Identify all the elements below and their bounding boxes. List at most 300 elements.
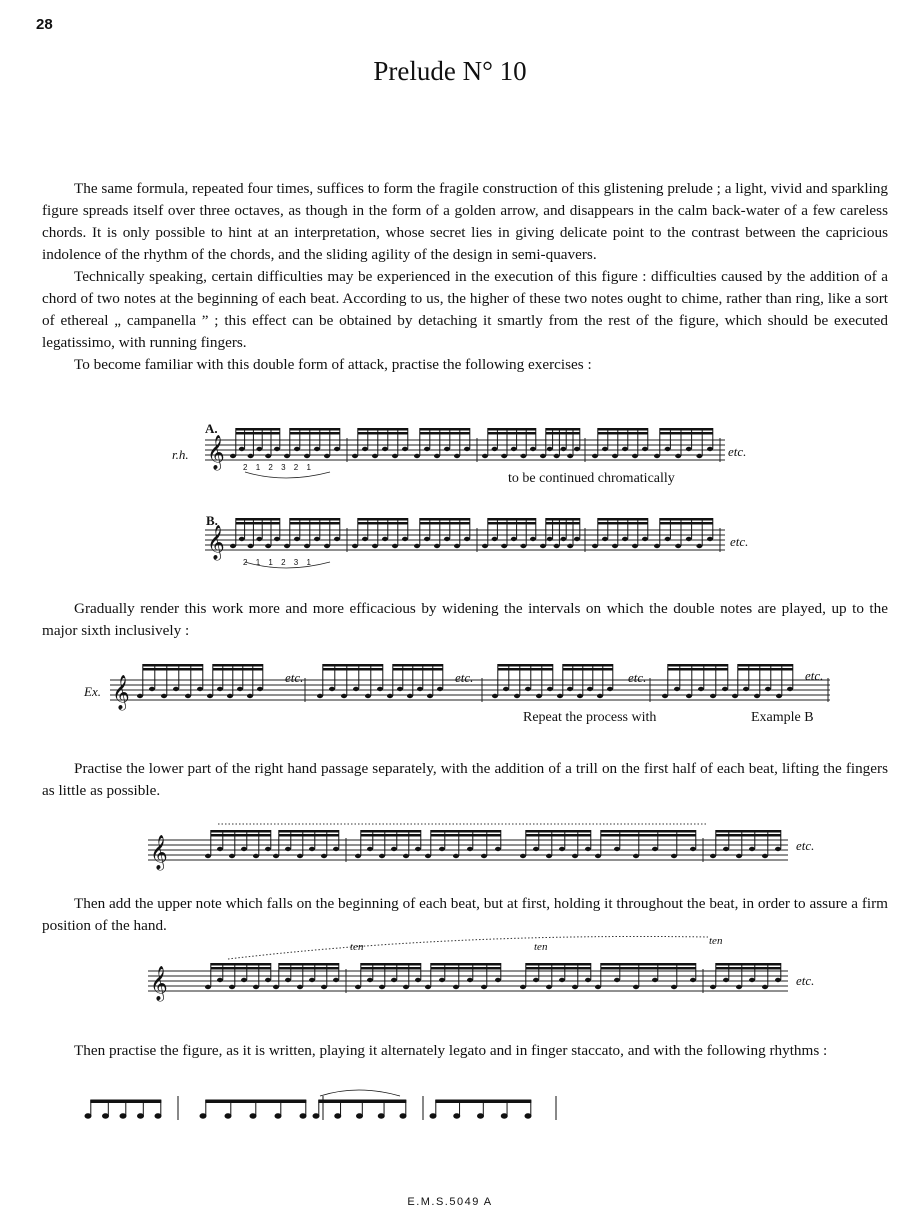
- example-ex-notehead: [417, 687, 423, 691]
- trill-example-notehead: [633, 854, 639, 858]
- example-ex-notehead: [217, 687, 223, 691]
- ex-caption-left: Repeat the process with: [523, 710, 657, 725]
- example-b-notehead: [334, 537, 340, 541]
- held-example-beam: [211, 967, 271, 970]
- trill-example-beam: [601, 834, 696, 837]
- trill-example-beam: [526, 830, 591, 833]
- rhythm-notehead: [103, 1114, 109, 1118]
- example-ex-notehead: [185, 694, 191, 698]
- held-example-notehead: [533, 978, 539, 982]
- held-example-beam: [526, 967, 591, 970]
- example-b-notehead: [501, 544, 507, 548]
- example-a-beam: [660, 428, 713, 431]
- held-example-notehead: [205, 985, 211, 989]
- example-ex-notehead: [732, 694, 738, 698]
- example-a-notehead: [560, 447, 566, 451]
- example-a-beam: [358, 428, 408, 431]
- trill-example-clef: 𝄞: [150, 835, 168, 870]
- text-block-2: [42, 598, 888, 642]
- example-a-notehead: [675, 454, 681, 458]
- held-staff: [148, 935, 798, 1005]
- example-ex-clef: 𝄞: [112, 675, 130, 710]
- example-a-notehead: [547, 447, 553, 451]
- example-ex-notehead: [577, 694, 583, 698]
- trill-example-beam: [716, 834, 781, 837]
- example-ex-notehead: [674, 687, 680, 691]
- example-a-notehead: [642, 447, 648, 451]
- example-b-notehead: [560, 537, 566, 541]
- example-b-beam: [598, 518, 648, 521]
- example-a-notehead: [372, 454, 378, 458]
- example-a-beam: [420, 428, 470, 431]
- ex-label: Ex.: [84, 684, 101, 699]
- ex-etc-4: etc.: [805, 668, 824, 683]
- example-ex-notehead: [437, 687, 443, 691]
- example-b-notehead: [362, 537, 368, 541]
- held-example-notehead: [723, 978, 729, 982]
- example-ex-notehead: [547, 687, 553, 691]
- rhythm-notehead: [275, 1114, 281, 1118]
- held-example-notehead: [762, 985, 768, 989]
- trill-example-notehead: [710, 854, 716, 858]
- held-example-beam: [601, 963, 696, 966]
- trill-example-notehead: [775, 847, 781, 851]
- example-ex-beam: [393, 664, 443, 667]
- intro-text: [42, 178, 888, 376]
- example-b-notehead: [464, 537, 470, 541]
- held-example-notehead: [585, 978, 591, 982]
- example-ex-beam: [563, 664, 613, 667]
- example-b-notehead: [567, 544, 573, 548]
- example-ex-notehead: [754, 694, 760, 698]
- example-ex-notehead: [387, 694, 393, 698]
- example-b-notehead: [654, 544, 660, 548]
- example-a-notehead: [392, 454, 398, 458]
- text-block-4: [42, 893, 888, 937]
- example-b-notehead: [622, 537, 628, 541]
- example-a-notehead: [492, 447, 498, 451]
- example-a-beam: [488, 428, 536, 431]
- paragraph-1: The same formula, repeated four times, suffices to form the fragile construction of this glistening prelude ; a light, vivid and sparkling figure spreads itself over three octaves, as though in the form of a golden arrow, and disappears in the calm back-water of a few careless chords. It is only possible to hint at an interpretation, whose secret lies in giving delicate point to the contrast between the capricious indolence of the rhythm of the chords, and the sliding agility of the design in semi-quavers.: [42, 180, 888, 263]
- rhythm-notehead: [155, 1114, 161, 1118]
- example-b-notehead: [314, 537, 320, 541]
- ex-etc-3: etc.: [628, 670, 647, 685]
- example-a-notehead: [464, 447, 470, 451]
- example-b-notehead: [454, 544, 460, 548]
- trill-example-notehead: [671, 854, 677, 858]
- example-b-notehead: [612, 544, 618, 548]
- example-b-beam: [420, 518, 470, 521]
- example-ex-beam: [498, 668, 553, 671]
- example-b-notehead: [352, 544, 358, 548]
- held-example-notehead: [333, 978, 339, 982]
- example-a-beam: [488, 432, 536, 435]
- example-b-notehead: [372, 544, 378, 548]
- held-example-notehead: [273, 985, 279, 989]
- held-example-beam: [279, 963, 339, 966]
- example-a-notehead: [352, 454, 358, 458]
- example-ex-notehead: [317, 694, 323, 698]
- paragraph-7: Then practise the figure, as it is written, playing it alternately legato and in finger staccato, and with the following rhythms :: [74, 1042, 828, 1059]
- example-a-notehead: [334, 447, 340, 451]
- trill-example-notehead: [762, 854, 768, 858]
- example-ex-notehead: [607, 687, 613, 691]
- page-number: 28: [36, 16, 53, 33]
- example-ex-notehead: [329, 687, 335, 691]
- trill-example-beam: [716, 830, 781, 833]
- held-example-notehead: [285, 978, 291, 982]
- example-a-notehead: [632, 454, 638, 458]
- example-a-notehead: [274, 447, 280, 451]
- example-ex-notehead: [567, 687, 573, 691]
- ex-staff: [110, 652, 840, 712]
- trill-example-notehead: [205, 854, 211, 858]
- example-a-notehead: [612, 454, 618, 458]
- trill-example-notehead: [355, 854, 361, 858]
- trill-example-notehead: [333, 847, 339, 851]
- example-a-notehead: [520, 454, 526, 458]
- trill-example-notehead: [367, 847, 373, 851]
- trill-example-notehead: [495, 847, 501, 851]
- example-b-notehead: [574, 537, 580, 541]
- example-b-notehead: [530, 537, 536, 541]
- example-a-notehead: [567, 454, 573, 458]
- trill-example-notehead: [439, 847, 445, 851]
- trill-staff: [148, 818, 798, 878]
- example-b-beam: [660, 522, 713, 525]
- catalog-footer: E.M.S.5049 A: [407, 1196, 493, 1208]
- trill-example-beam: [526, 834, 591, 837]
- trill-example-notehead: [546, 854, 552, 858]
- example-b-notehead: [304, 544, 310, 548]
- held-example-notehead: [614, 978, 620, 982]
- example-b-notehead: [274, 537, 280, 541]
- held-example-notehead: [652, 978, 658, 982]
- trill-example-notehead: [520, 854, 526, 858]
- rhythm-notehead: [120, 1114, 126, 1118]
- example-b-notehead: [520, 544, 526, 548]
- trill-example-notehead: [652, 847, 658, 851]
- rhythm-notehead: [313, 1114, 319, 1118]
- example-ex-notehead: [686, 694, 692, 698]
- trill-example-beam: [279, 834, 339, 837]
- example-a-notehead: [314, 447, 320, 451]
- example-b-notehead: [256, 537, 262, 541]
- example-b-beam: [236, 518, 280, 521]
- held-example-notehead: [403, 985, 409, 989]
- trill-example-notehead: [321, 854, 327, 858]
- rhythm-beam: [319, 1100, 406, 1103]
- example-b-beam: [546, 518, 580, 521]
- example-b-notehead: [540, 544, 546, 548]
- rhythm-slur: [320, 1090, 400, 1096]
- trill-etc: etc.: [796, 838, 815, 853]
- example-a-beam: [358, 432, 408, 435]
- example-a-beam: [660, 432, 713, 435]
- example-ex-beam: [213, 668, 263, 671]
- example-ex-beam: [738, 664, 793, 667]
- held-example-notehead: [253, 985, 259, 989]
- held-example-beam: [716, 963, 781, 966]
- example-b-notehead: [686, 537, 692, 541]
- held-example-notehead: [671, 985, 677, 989]
- example-ex-notehead: [207, 694, 213, 698]
- example-a-beam: [236, 432, 280, 435]
- held-example-notehead: [453, 985, 459, 989]
- trill-example-beam: [431, 834, 501, 837]
- example-a-notehead: [424, 447, 430, 451]
- example-a-notehead: [239, 447, 245, 451]
- example-ex-notehead: [587, 687, 593, 691]
- example-b-beam: [660, 518, 713, 521]
- trill-example-notehead: [285, 847, 291, 851]
- paragraph-6: Then add the upper note which falls on the beginning of each beat, but at first, holding it throughout the beat, in order to assure a firm position of the hand.: [42, 895, 888, 934]
- example-ex-notehead: [197, 687, 203, 691]
- rhythm-notehead: [85, 1114, 91, 1118]
- example-b-notehead: [675, 544, 681, 548]
- example-ex-notehead: [557, 694, 563, 698]
- example-a-notehead: [434, 454, 440, 458]
- held-example-notehead: [297, 985, 303, 989]
- example-b-clef: 𝄞: [207, 525, 225, 560]
- example-a-beam: [546, 432, 580, 435]
- trill-example-notehead: [723, 847, 729, 851]
- example-ex-notehead: [722, 687, 728, 691]
- example-b-notehead: [239, 537, 245, 541]
- held-example-notehead: [391, 978, 397, 982]
- trill-example-notehead: [265, 847, 271, 851]
- held-example-notehead: [775, 978, 781, 982]
- trill-example-notehead: [572, 854, 578, 858]
- trill-example-notehead: [690, 847, 696, 851]
- trill-example-notehead: [241, 847, 247, 851]
- trill-example-notehead: [453, 854, 459, 858]
- text-block-3: [42, 758, 888, 802]
- example-ex-notehead: [787, 687, 793, 691]
- example-a-notehead: [665, 447, 671, 451]
- rhythm-notehead: [138, 1114, 144, 1118]
- held-example-beam: [211, 963, 271, 966]
- example-ex-notehead: [514, 694, 520, 698]
- example-ex-beam: [563, 668, 613, 671]
- example-a-notehead: [362, 447, 368, 451]
- trill-example-beam: [431, 830, 501, 833]
- held-example-beam: [361, 963, 421, 966]
- example-ex-notehead: [353, 687, 359, 691]
- example-a-notehead: [294, 447, 300, 451]
- example-b-notehead: [642, 537, 648, 541]
- example-ex-notehead: [765, 687, 771, 691]
- example-b-notehead: [392, 544, 398, 548]
- example-b-beam: [290, 522, 340, 525]
- trill-example-notehead: [749, 847, 755, 851]
- example-ex-notehead: [377, 687, 383, 691]
- example-a-notehead: [501, 454, 507, 458]
- example-a-beam: [290, 428, 340, 431]
- example-ex-notehead: [536, 694, 542, 698]
- example-a-notehead: [592, 454, 598, 458]
- example-b-fingering: 2 1 1 2 3 1: [243, 558, 311, 567]
- held-example-notehead: [321, 985, 327, 989]
- example-b-beam: [358, 522, 408, 525]
- paragraph-5: Practise the lower part of the right hand passage separately, with the addition of a trill on the first half of each beat, lifting the fingers as little as possible.: [42, 760, 888, 799]
- example-ex-notehead: [227, 694, 233, 698]
- held-example-notehead: [520, 985, 526, 989]
- example-ex-notehead: [597, 694, 603, 698]
- held-example-clef: 𝄞: [150, 966, 168, 1001]
- example-ex-notehead: [776, 694, 782, 698]
- trill-example-notehead: [273, 854, 279, 858]
- example-b-beam: [598, 522, 648, 525]
- example-a-notehead: [554, 454, 560, 458]
- trill-example-notehead: [595, 854, 601, 858]
- example-a-notehead: [248, 454, 254, 458]
- trill-example-notehead: [533, 847, 539, 851]
- held-example-beam: [526, 963, 591, 966]
- example-a-notehead: [574, 447, 580, 451]
- rhythm-beam: [206, 1100, 306, 1103]
- example-a-notehead: [284, 454, 290, 458]
- held-example-beam: [431, 963, 501, 966]
- example-ex-notehead: [247, 694, 253, 698]
- example-a-notehead: [382, 447, 388, 451]
- ex-caption-right: Example B: [751, 710, 814, 725]
- example-a-notehead: [707, 447, 713, 451]
- example-ex-beam: [213, 664, 263, 667]
- example-ex-notehead: [149, 687, 155, 691]
- example-b-notehead: [324, 544, 330, 548]
- example-ex-notehead: [341, 694, 347, 698]
- example-a-notehead: [602, 447, 608, 451]
- trill-example-notehead: [467, 847, 473, 851]
- example-b-staff: [205, 500, 745, 580]
- example-a-notehead: [265, 454, 271, 458]
- rhythm-notehead: [454, 1114, 460, 1118]
- held-example-notehead: [439, 978, 445, 982]
- held-example-beam: [716, 967, 781, 970]
- example-a-notehead: [402, 447, 408, 451]
- held-example-notehead: [217, 978, 223, 982]
- example-ex-notehead: [698, 687, 704, 691]
- rhythm-notehead: [200, 1114, 206, 1118]
- example-a-notehead: [696, 454, 702, 458]
- held-ten-2: ten: [534, 941, 548, 953]
- example-a-notehead: [511, 447, 517, 451]
- example-a-notehead: [654, 454, 660, 458]
- held-example-notehead: [572, 985, 578, 989]
- page-title: Prelude N° 10: [373, 56, 527, 86]
- trill-example-beam: [211, 830, 271, 833]
- example-a-caption: to be continued chromatically: [508, 471, 675, 486]
- held-example-notehead: [546, 985, 552, 989]
- example-a-notehead: [686, 447, 692, 451]
- example-b-beam: [420, 522, 470, 525]
- trill-example-notehead: [403, 854, 409, 858]
- example-b-notehead: [632, 544, 638, 548]
- held-example-notehead: [355, 985, 361, 989]
- trill-example-notehead: [736, 854, 742, 858]
- example-a-beam: [420, 432, 470, 435]
- trill-example-beam: [211, 834, 271, 837]
- example-a-notehead: [540, 454, 546, 458]
- example-b-beam: [488, 518, 536, 521]
- example-ex-notehead: [365, 694, 371, 698]
- held-ten-1: ten: [350, 941, 364, 953]
- trill-example-notehead: [585, 847, 591, 851]
- example-b-notehead: [248, 544, 254, 548]
- example-b-notehead: [382, 537, 388, 541]
- held-example-notehead: [229, 985, 235, 989]
- example-b-notehead: [511, 537, 517, 541]
- trill-example-notehead: [309, 847, 315, 851]
- example-b-notehead: [414, 544, 420, 548]
- held-example-notehead: [633, 985, 639, 989]
- example-ex-notehead: [743, 687, 749, 691]
- example-a-notehead: [444, 447, 450, 451]
- example-ex-beam: [323, 668, 383, 671]
- held-example-notehead: [265, 978, 271, 982]
- rhythm-notehead: [501, 1114, 507, 1118]
- example-b-notehead: [444, 537, 450, 541]
- ex-etc-2: etc.: [455, 670, 474, 685]
- example-ex-beam: [393, 668, 443, 671]
- held-example-notehead: [736, 985, 742, 989]
- trill-example-notehead: [481, 854, 487, 858]
- example-a-notehead: [324, 454, 330, 458]
- trill-example-notehead: [415, 847, 421, 851]
- held-example-beam: [361, 967, 421, 970]
- trill-example-notehead: [559, 847, 565, 851]
- example-ex-notehead: [237, 687, 243, 691]
- held-example-beam: [601, 967, 696, 970]
- example-a-fingering: 2 1 2 3 2 1: [243, 463, 311, 472]
- held-example-notehead: [367, 978, 373, 982]
- trill-example-notehead: [253, 854, 259, 858]
- example-b-notehead: [592, 544, 598, 548]
- example-a-beam: [598, 432, 648, 435]
- example-ex-beam: [143, 664, 203, 667]
- rhythm-notehead: [357, 1114, 363, 1118]
- example-ex-notehead: [525, 687, 531, 691]
- trill-example-notehead: [229, 854, 235, 858]
- rhythm-notehead: [400, 1114, 406, 1118]
- example-b-beam: [546, 522, 580, 525]
- held-example-notehead: [749, 978, 755, 982]
- example-ex-notehead: [503, 687, 509, 691]
- example-ex-notehead: [492, 694, 498, 698]
- example-b-notehead: [547, 537, 553, 541]
- held-ten-3: ten: [709, 935, 723, 947]
- held-example-notehead: [559, 978, 565, 982]
- example-a-beam: [290, 432, 340, 435]
- example-ex-beam: [668, 664, 728, 667]
- trill-example-beam: [361, 834, 421, 837]
- trill-example-beam: [361, 830, 421, 833]
- example-b-beam: [488, 522, 536, 525]
- example-ex-beam: [668, 668, 728, 671]
- rhythm-notehead: [250, 1114, 256, 1118]
- text-block-5: [42, 1040, 888, 1062]
- trill-example-notehead: [614, 847, 620, 851]
- example-ex-notehead: [161, 694, 167, 698]
- example-b-label: B.: [206, 513, 218, 528]
- example-b-notehead: [707, 537, 713, 541]
- rhythm-beam: [91, 1100, 161, 1103]
- example-ex-beam: [143, 668, 203, 671]
- ex-etc-1: etc.: [285, 670, 304, 685]
- rhythm-notehead: [225, 1114, 231, 1118]
- example-ex-beam: [323, 664, 383, 667]
